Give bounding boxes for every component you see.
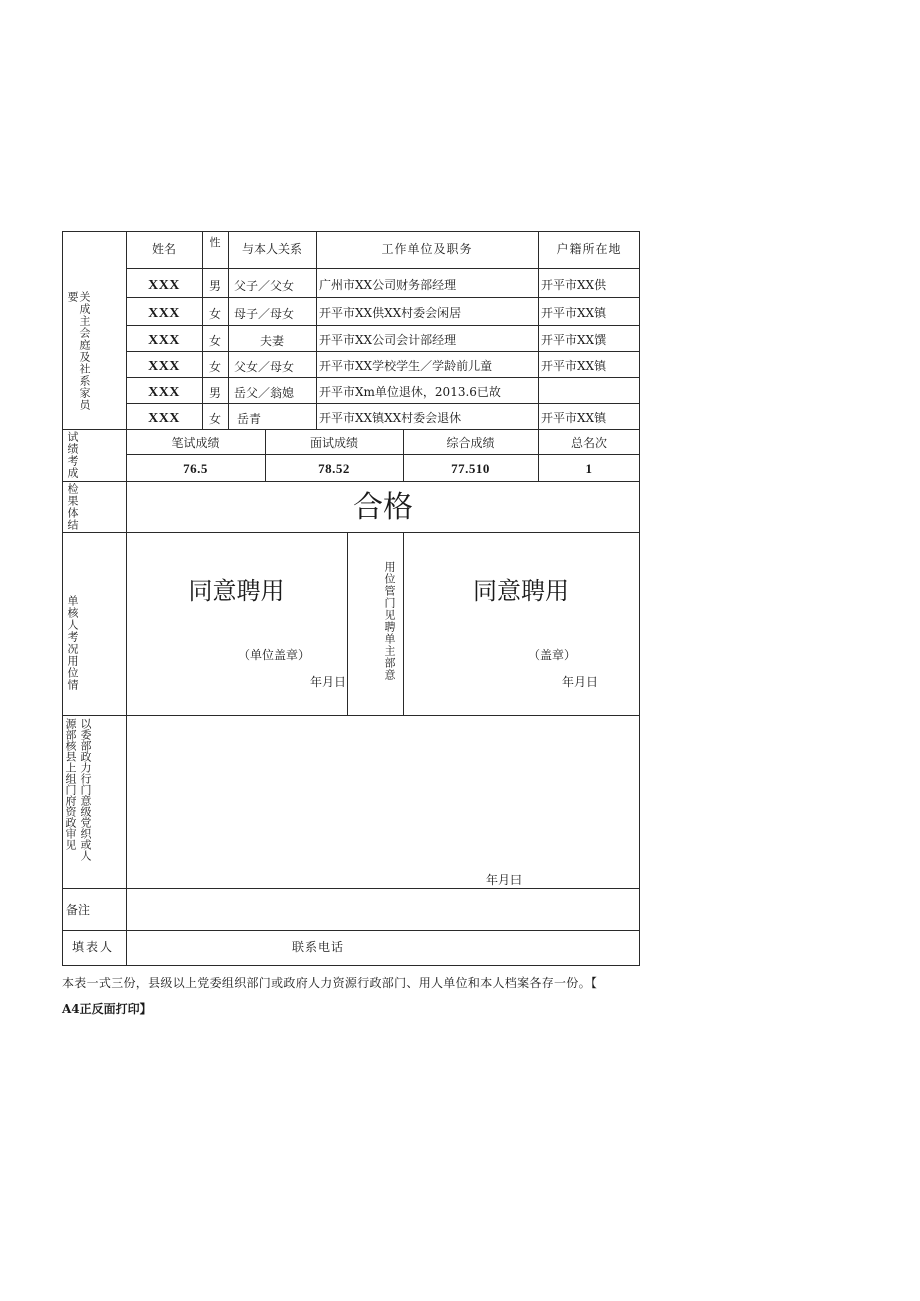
total-score: 77.510 [451, 461, 490, 476]
total-score-label: 综合成绩 [446, 436, 495, 450]
scores-section-label: 试绩考成 [66, 431, 79, 479]
registration-form-table [62, 231, 640, 966]
member-relation: 父子／父女 [234, 279, 295, 293]
row-divider [126, 351, 640, 352]
member-name: XXX [148, 385, 180, 400]
member-gender: 女 [208, 360, 221, 374]
unit-date: 年月日 [310, 675, 347, 689]
member-name: XXX [148, 411, 180, 426]
row-divider [126, 377, 640, 378]
rank-label: 总名次 [570, 436, 607, 450]
member-residence: 开平市XX供 [541, 278, 607, 292]
header-employer: 工作单位及职务 [381, 242, 473, 256]
interview-score-label: 面试成绩 [309, 436, 358, 450]
filler-label: 填表人 [72, 940, 115, 954]
member-employer: 开平市Xm单位退休，2013.6已故 [319, 385, 501, 399]
rank: 1 [585, 461, 593, 476]
unit-seal-note: （单位盖章） [238, 648, 311, 662]
phone-label: 联系电话 [292, 940, 345, 954]
interview-score: 78.52 [318, 461, 350, 476]
header-residence: 户籍所在地 [556, 242, 622, 256]
dept-approval-label: 用位管门见聘单主部意 [383, 561, 396, 681]
exam-result: 合格 [353, 490, 413, 525]
unit-opinion: 同意聘用 [188, 577, 285, 605]
col-divider [403, 532, 404, 715]
row-divider [126, 268, 640, 269]
member-gender: 女 [208, 334, 221, 348]
footer-print-text: A4正反面打印】 [62, 1002, 152, 1016]
header-name: 姓名 [151, 242, 176, 256]
footer-note: 本表一式三份，县级以上党委组织部门或政府人力资源行政部门、用人单位和本人档案各存一份。【 [62, 976, 598, 990]
row-divider [62, 532, 640, 533]
header-gender: 性 [209, 236, 221, 249]
member-gender: 女 [208, 307, 221, 321]
row-divider [126, 403, 640, 404]
dept-date: 年月日 [562, 675, 599, 689]
member-name: XXX [148, 333, 180, 348]
gov-review-date: 年月曰 [486, 873, 523, 887]
dept-seal-note: （盖章） [528, 648, 577, 662]
member-gender: 女 [208, 412, 221, 426]
row-divider [62, 481, 640, 482]
row-divider [62, 429, 640, 430]
table-border-right [639, 231, 640, 966]
dept-opinion: 同意聘用 [473, 577, 569, 605]
table-border-top [62, 231, 640, 232]
exam-section-label: 检果体结 [66, 483, 79, 531]
table-border-bottom [62, 965, 640, 966]
gov-review-label-col1: 源部核县上组门府资政审见 [64, 718, 77, 850]
row-divider [126, 454, 640, 455]
member-relation: 夫妻 [259, 334, 284, 348]
row-divider [62, 715, 640, 716]
unit-approval-label: 单核人考况用位情 [66, 595, 79, 691]
member-name: XXX [148, 278, 180, 293]
col-divider [202, 231, 203, 429]
member-employer: 开平市XX学校学生／学龄前儿童 [319, 359, 493, 373]
member-relation: 母子／母女 [234, 307, 295, 321]
member-employer: 开平市XX公司会计部经理 [319, 333, 457, 347]
member-name: XXX [148, 359, 180, 374]
footer-print-note [62, 1000, 152, 1017]
member-employer: 广州市XX公司财务部经理 [319, 278, 457, 292]
row-divider [126, 325, 640, 326]
member-residence: 开平市XX镇 [541, 306, 607, 320]
member-relation: 父女／母女 [234, 360, 295, 374]
member-employer: 开平市XX镇XX村委会退休 [319, 411, 462, 425]
row-divider [62, 888, 640, 889]
member-residence: 开平市XX馔 [541, 333, 607, 347]
row-divider [62, 930, 640, 931]
written-score-label: 笔试成绩 [171, 436, 220, 450]
member-employer: 开平市XX供XX村委会闲居 [319, 306, 462, 320]
written-score: 76.5 [183, 461, 208, 476]
member-gender: 男 [208, 279, 221, 293]
family-section-label: 关成主会庭及社系家员要 [66, 291, 91, 411]
col-divider [228, 231, 229, 429]
member-gender: 男 [208, 386, 221, 400]
col-divider [316, 231, 317, 429]
member-relation: 岳青 [237, 412, 262, 426]
member-name: XXX [148, 306, 180, 321]
gov-review-label-col2: 以委部政力行门意级党织或人 [79, 718, 92, 861]
header-relation: 与本人关系 [241, 242, 302, 256]
member-residence: 开平市XX镇 [541, 359, 607, 373]
row-divider [126, 297, 640, 298]
col-divider [347, 532, 348, 715]
member-residence: 开平市XX镇 [541, 411, 607, 425]
table-border-left [62, 231, 63, 966]
remarks-label: 备注 [66, 903, 91, 917]
member-relation: 岳父／翁媳 [234, 386, 295, 400]
